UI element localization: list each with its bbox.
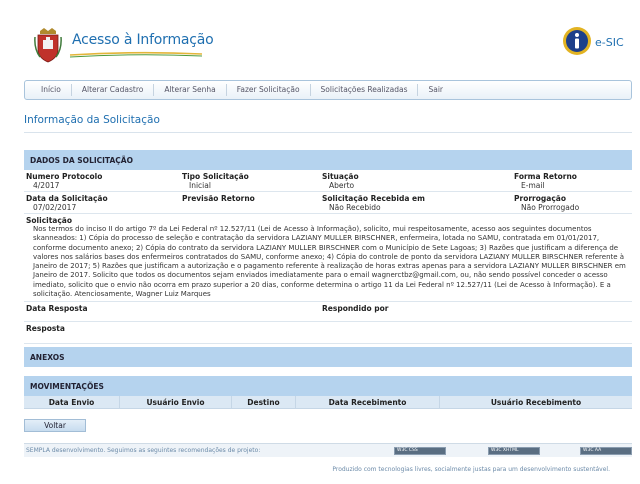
field-situacao — [320, 170, 512, 192]
menu-item-inicio[interactable]: Início — [31, 84, 72, 96]
menu-item-solicitacoes-realizadas[interactable]: Solicitações Realizadas — [311, 84, 419, 96]
field-data-resposta — [24, 302, 320, 322]
section-dados-header: DADOS DA SOLICITAÇÃO — [24, 150, 632, 170]
column-header: Data Recebimento — [296, 396, 440, 409]
field-respondido-por — [320, 302, 632, 322]
field-label: Respondido por — [322, 304, 389, 314]
footer-left-text: SEMPLA desenvolvimento. Seguimos as seguintes recomendações de projeto: — [26, 447, 261, 454]
field-value: Aberto — [329, 181, 355, 190]
w3c-css-badge-icon[interactable] — [394, 447, 446, 455]
field-label: Previsão Retorno — [182, 194, 255, 203]
field-label: Situação — [322, 172, 359, 181]
info-icon — [562, 26, 592, 56]
column-header: Usuário Envio — [120, 396, 232, 409]
field-value: 07/02/2017 — [33, 203, 77, 212]
field-previsao-retorno — [180, 192, 320, 214]
field-prorrogacao — [512, 192, 632, 214]
menu-item-sair[interactable]: Sair — [428, 85, 444, 94]
response-row — [24, 302, 632, 322]
w3c-xhtml-badge-icon[interactable] — [488, 447, 540, 455]
footer-right-text: Produzido com tecnologias livres, socialmente justas para um desenvolvimento sustentável. — [332, 466, 610, 473]
field-numero-protocolo — [24, 170, 180, 192]
request-text: Nos termos do inciso II do artigo 7º da Lei Federal nº 12.527/11 (Lei de Acesso à Informação), solicito, mui respeitosamente, acesso aos seguintes documentos skanneados: 1) Cópia do processo de seleção e contratação da servidora LAZIANY MULLER BIRSCHNER, enfermeira, lotada no SAMU, contratada em 01/01/2017, conforme documento anexo; 2) Cópia do contrato da servidora LAZIANY MULLER BIRSCHNER com o Município de Sete Lagoas; 3) Razões que justificam a diferença de valores nos salários bases dos enfermeiros contratados do SAMU, conforme anexo; 4) Cópia do controle de ponto da servidora LAZIANY MULLER BIRSCHNER referente à Janeiro de 2017; 5) Razões que justificam a autorização e o pagamento referente à realização de horas extras apenas para a servidora LAZIANY MULLER BIRSCHNER em Janeiro de 2017. Solicito que todos os documentos sejam enviados imediatamente para o email wagnerctbz@gmail.com, ou, não sendo possível conceder o acesso imediato, solicito que o envio não ocorra em prazo superior a 20 dias, conforme determina o artigo 11 da Lei Federal nº 12.527/11 (Lei de Acesso à Informação). E a solicitação. Atenciosamente, Wagner Luiz Marques — [33, 225, 626, 299]
city-coat-of-arms-icon — [34, 27, 62, 63]
menu-item-fazer-solicitacao[interactable]: Fazer Solicitação — [227, 84, 311, 96]
field-label: Data da Solicitação — [26, 194, 108, 203]
field-label: Solicitação Recebida em — [322, 194, 425, 203]
section-movimentacoes-header: MOVIMENTAÇÕES — [24, 376, 632, 396]
field-label: Forma Retorno — [514, 172, 577, 181]
field-value: Inicial — [189, 181, 211, 190]
field-forma-retorno — [512, 170, 632, 192]
title-divider — [24, 132, 632, 133]
column-header: Destino — [232, 396, 296, 409]
field-label: Numero Protocolo — [26, 172, 103, 181]
badge-label: W3C CSS — [397, 448, 418, 453]
field-value: Não Recebido — [329, 203, 381, 212]
w3c-aa-badge-icon[interactable] — [580, 447, 632, 455]
request-panel — [24, 150, 632, 432]
details-row-1 — [24, 170, 632, 192]
voltar-button[interactable]: Voltar — [24, 419, 86, 432]
menu-item-alterar-senha[interactable]: Alterar Senha — [154, 84, 226, 96]
field-label: Data Resposta — [26, 304, 88, 314]
brand-swoosh-icon — [68, 50, 204, 58]
movements-table-header — [24, 396, 632, 409]
details-row-2 — [24, 192, 632, 214]
field-solicitacao — [24, 214, 632, 302]
field-value: Não Prorrogado — [521, 203, 580, 212]
menu-item-alterar-cadastro[interactable]: Alterar Cadastro — [72, 84, 154, 96]
field-value: 4/2017 — [33, 181, 60, 190]
esic-label: e-SIC — [595, 36, 624, 49]
field-data-solicitacao — [24, 192, 180, 214]
field-resposta — [24, 322, 632, 344]
footer-bar — [24, 443, 632, 457]
field-tipo-solicitacao — [180, 170, 320, 192]
field-label: Solicitação — [26, 216, 73, 225]
brand-title[interactable]: Acesso à Informação — [72, 32, 214, 48]
badge-label: W3C XHTML — [491, 448, 519, 453]
field-value: E-mail — [521, 181, 545, 190]
field-label: Prorrogação — [514, 194, 566, 203]
column-header: Data Envio — [24, 396, 120, 409]
main-menu — [24, 80, 632, 100]
field-label: Resposta — [26, 324, 65, 334]
field-label: Tipo Solicitação — [182, 172, 249, 181]
section-anexos-header: ANEXOS — [24, 347, 632, 367]
column-header: Usuário Recebimento — [490, 398, 582, 408]
page-header — [0, 0, 640, 70]
page-title: Informação da Solicitação — [24, 114, 160, 126]
badge-label: W3C AA — [583, 448, 602, 453]
field-recebida-em — [320, 192, 512, 214]
